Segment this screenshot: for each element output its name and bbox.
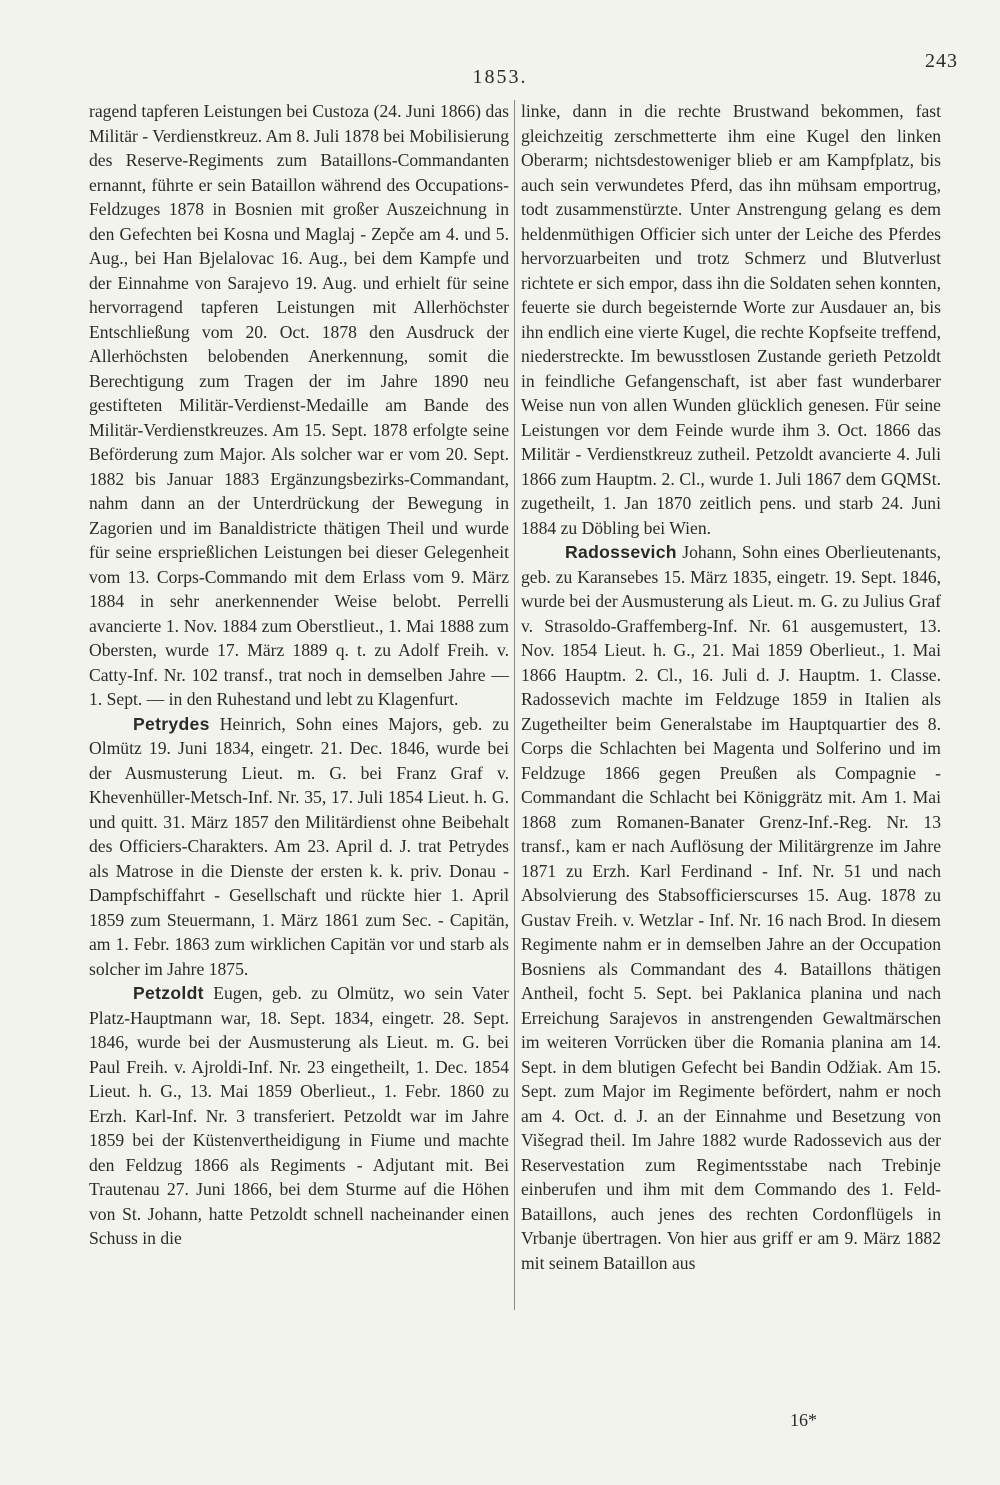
paragraph-petrydes [89, 712, 509, 982]
paragraph-radossevich [521, 540, 941, 1275]
left-column [89, 99, 509, 1251]
entry-text-radossevich: Johann, Sohn eines Oberlieutenants, geb. zu Karansebes 15. März 1835, eingetr. 19. Sept. 1846, wurde bei der Ausmusterung als Lieut. m. G. zu Julius Graf v. Strasoldo-Graffemberg-Inf. Nr. 61 ausgemustert, 13. Nov. 1854 Lieut. h. G., 21. Mai 1859 Oberlieut., 1. Mai 1866 Hauptm. 2. Cl., 16. Juli d. J. Hauptm. 1. Classe. Radossevich machte im Feldzuge 1859 in Italien als Zugetheilter beim Generalstabe im Hauptquartier des 8. Corps die Schlachten bei Magenta und Solferino und im Feldzuge 1866 gegen Preußen als Compagnie - Commandant die Schlacht bei Königgrätz mit. Am 1. Mai 1868 zum Romanen-Banater Grenz-Inf.-Reg. Nr. 13 transf., kam er nach Auflösung der Militärgrenze im Jahre 1871 zu Erzh. Karl Ferdinand - Inf. Nr. 51 und nach Absolvierung des Stabsofficierscurses 15. Aug. 1878 zu Gustav Freih. v. Wetzlar - Inf. Nr. 16 nach Brod. In diesem Regimente nahm er in demselben Jahre an der Occupation Bosniens als Commandant des 4. Bataillons thätigen Antheil, focht 5. Sept. bei Paklanica planina und nach Erreichung Sarajevos in anstrengenden Gewaltmärschen im weiteren Vorrücken über die Romania planina am 14. Sept. in dem blutigen Gefecht bei Bandin Odžiak. Am 15. Sept. zum Major im Regimente befördert, nahm er noch am 4. Oct. d. J. an der Einnahme und Besetzung von Višegrad theil. Im Jahre 1882 wurde Radossevich aus der Reservestation zum Regimentsstabe nach Trebinje einberufen und ihm mit dem Commando des 1. Feld-Bataillons, auch jenes des rechten Cordonflügels in Vrbanje übertragen. Von hier aus griff er am 9. März 1882 mit seinem Bataillon aus [521, 542, 941, 1273]
running-header-year: 1853. [472, 66, 528, 88]
page-number: 243 [925, 50, 958, 72]
column-divider [514, 100, 515, 1310]
entry-text-petrydes: Heinrich, Sohn eines Majors, geb. zu Olmütz 19. Juni 1834, eingetr. 21. Dec. 1846, wurde bei der Ausmusterung Lieut. m. G. bei Franz Graf v. Khevenhüller-Metsch-Inf. Nr. 35, 17. Juli 1854 Lieut. h. G. und quitt. 31. März 1857 den Militärdienst ohne Beibehalt des Officiers-Charakters. Am 23. April d. J. trat Petrydes als Matrose in die Dienste der ersten k. k. priv. Donau - Dampfschiffahrt - Gesellschaft und rückte hier 1. April 1859 zum Steuermann, 1. März 1861 zum Sec. - Capitän, am 1. Febr. 1863 zum wirklichen Capitän vor und starb als solcher im Jahre 1875. [89, 713, 509, 979]
paragraph-petzoldt [89, 981, 509, 1251]
right-column [521, 99, 941, 1275]
entry-name-petrydes: Petrydes [133, 713, 210, 734]
paragraph-petzoldt-continued: linke, dann in die rechte Brustwand bekommen, fast gleichzeitig zerschmetterte ihm eine Kugel den linken Oberarm; nichtsdestoweniger blieb er am Kampfplatz, bis auch sein verwundetes Pferd, das ihn mühsam emportrug, todt zusammenstürzte. Unter Anstrengung gelang es dem heldenmüthigen Officier sich unter der Leiche des Pferdes hervorzuarbeiten und trotz Schmerz und Blutverlust richtete er sich empor, dass ihn die Soldaten sehen konnten, feuerte sie durch begeisternde Worte zur Ausdauer an, bis ihn endlich eine vierte Kugel, die rechte Kopfseite treffend, niederstreckte. Im bewusstlosen Zustande gerieth Petzoldt in feindliche Gefangenschaft, ist aber fast wunderbarer Weise nun von allen Wunden glücklich genesen. Für seine Leistungen vor dem Feinde wurde ihm 3. Oct. 1866 das Militär - Verdienstkreuz zutheil. Petzoldt avancierte 4. Juli 1866 zum Hauptm. 2. Cl., wurde 1. Juli 1867 dem GQMSt. zugetheilt, 1. Jan 1870 zeitlich pens. und starb 24. Juni 1884 zu Döbling bei Wien. [521, 101, 941, 538]
signature-mark: 16* [790, 1410, 817, 1430]
entry-name-radossevich: Radossevich [565, 542, 677, 562]
entry-name-petzoldt: Petzoldt [133, 983, 204, 1003]
paragraph-perrelli-continued: ragend tapferen Leistungen bei Custoza (24. Juni 1866) das Militär - Verdienstkreuz. Am 8. Juli 1878 bei Mobilisierung des Reserve-Regiments zum Bataillons-Commandanten ernannt, führte er sein Bataillon während des Occupations-Feldzuges 1878 in Bosnien mit großer Auszeichnung in den Gefechten bei Kosna und Maglaj - Zepče am 4. und 5. Aug., bei Han Bjelalovac 16. Aug., bei dem Kampfe und der Einnahme von Sarajevo 19. Aug. und erhielt für seine hervorragend tapferen Leistungen mit Allerhöchster Entschließung vom 20. Oct. 1878 den Ausdruck der Allerhöchsten belobenden Anerkennung, somit die Berechtigung zum Tragen der im Jahre 1890 neu gestifteten Militär-Verdienst-Medaille am Bande des Militär-Verdienstkreuzes. Am 15. Sept. 1878 erfolgte seine Beförderung zum Major. Als solcher war er vom 20. Sept. 1882 bis Januar 1883 Ergänzungsbezirks-Commandant, nahm dann an der Unterdrückung der Bewegung in Zagorien und im Banaldistricte thätigen Theil und wurde für seine ersprießlichen Leistungen bei dieser Gelegenheit vom 13. Corps-Commando mit dem Erlass vom 9. März 1884 in sehr anerkennender Weise belobt. Perrelli avancierte 1. Nov. 1884 zum Oberstlieut., 1. Mai 1888 zum Obersten, wurde 17. März 1889 q. t. zu Adolf Freih. v. Catty-Inf. Nr. 102 transf., trat noch in demselben Jahre — 1. Sept. — in den Ruhestand und lebt zu Klagenfurt. [89, 101, 509, 709]
entry-text-petzoldt: Eugen, geb. zu Olmütz, wo sein Vater Platz-Hauptmann war, 18. Sept. 1834, eingetr. 28. Sept. 1846, wurde bei der Ausmusterung als Lieut. m. G. bei Paul Freih. v. Ajroldi-Inf. Nr. 23 eingetheilt, 1. Dec. 1854 Lieut. h. G., 13. Mai 1859 Oberlieut., 1. Febr. 1860 zu Erzh. Karl-Inf. Nr. 3 transferiert. Petzoldt war im Jahre 1859 bei der Küstenvertheidigung in Fiume und machte den Feldzug 1866 als Regiments - Adjutant mit. Bei Trautenau 27. Juni 1866, bei dem Sturme auf die Höhen von St. Johann, hatte Petzoldt schnell nacheinander einen Schuss in die [89, 983, 509, 1248]
